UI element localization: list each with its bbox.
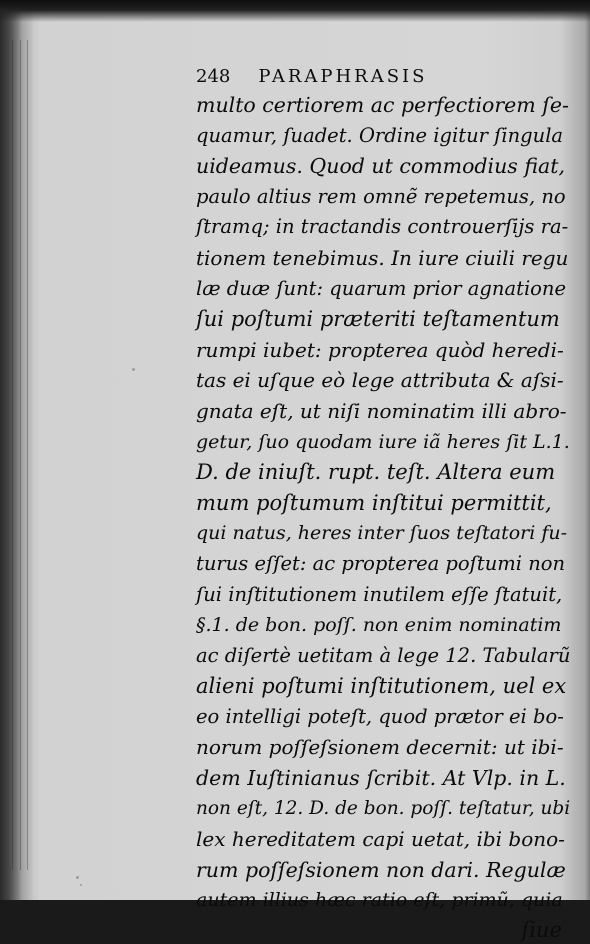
text-line: ſtramq; in tractandis controuerſijs ra- xyxy=(196,215,569,239)
text-line: non eſt, 12. D. de bon. poſſ. teſtatur, ubi xyxy=(196,797,571,819)
text-line: mum poſtumum inſtitui permittit, xyxy=(196,490,552,515)
text-line: gnata eſt, ut niſi nominatim illi abro- xyxy=(196,398,567,423)
catchword: ſiue xyxy=(521,918,562,943)
running-title: PARAPHRASIS xyxy=(258,66,428,87)
paper-speck xyxy=(132,368,135,371)
text-line: eo intelligi poteſt, quod prætor ei bo- xyxy=(196,704,564,728)
text-line: ſui inſtitutionem inutilem eſſe ſtatuit, xyxy=(196,582,563,606)
text-line: autem illius hæc ratio eſt, primũ, quia xyxy=(196,889,563,912)
gutter-edge-line xyxy=(12,40,13,870)
text-line: qui natus, heres inter ſuos teſtatori fu- xyxy=(196,522,568,545)
text-line: tas ei uſque eò lege attributa & aſsi- xyxy=(196,368,564,393)
binding-gutter xyxy=(0,0,34,900)
text-line: uideamus. Quod ut commodius fiat, xyxy=(196,154,565,179)
gutter-edge-line xyxy=(20,40,21,870)
text-line: tionem tenebimus. In iure ciuili regu xyxy=(196,245,569,270)
running-head xyxy=(196,66,570,88)
top-shadow xyxy=(0,0,590,22)
text-line: §.1. de bon. poſſ. non enim nominatim xyxy=(196,614,562,637)
gutter-edge-line xyxy=(27,40,28,870)
text-line: D. de iniuſt. rupt. teſt. Altera eum xyxy=(196,460,556,485)
page-number: 248 xyxy=(196,66,231,87)
text-line: dem Iuſtinianus ſcribit. At Vlp. in L. xyxy=(196,766,566,791)
text-line: paulo altius rem omnẽ repetemus, no xyxy=(196,184,566,208)
text-line: alieni poſtumi inſtitutionem, uel ex xyxy=(196,674,567,699)
text-line: ac diſertè uetitam à lege 12. Tabularũ xyxy=(196,643,571,667)
text-line: multo certiorem ac perfectiorem ſe- xyxy=(196,93,569,117)
text-line: lex hereditatem capi uetat, ibi bono- xyxy=(196,827,565,852)
text-line: rum poſſeſsionem non dari. Regulæ xyxy=(196,857,566,882)
text-line: getur, ſuo quodam iure iã heres ſit L.1. xyxy=(196,430,570,453)
text-line: rumpi iubet: propterea quòd heredi- xyxy=(196,337,564,362)
paper-speck xyxy=(76,876,79,879)
text-line: ſui poſtumi præteriti teſtamentum xyxy=(196,307,560,332)
paper-speck xyxy=(80,884,82,886)
text-lines xyxy=(196,90,570,916)
text-block xyxy=(196,66,570,944)
text-line: læ duæ ſunt: quarum prior agnatione xyxy=(196,276,567,300)
text-line: turus eſſet: ac propterea poſtumi non xyxy=(196,551,566,575)
text-line: quamur, ſuadet. Ordine igitur ſingula xyxy=(196,123,564,147)
text-line: norum poſſeſsionem decernit: ut ibi- xyxy=(196,735,564,760)
